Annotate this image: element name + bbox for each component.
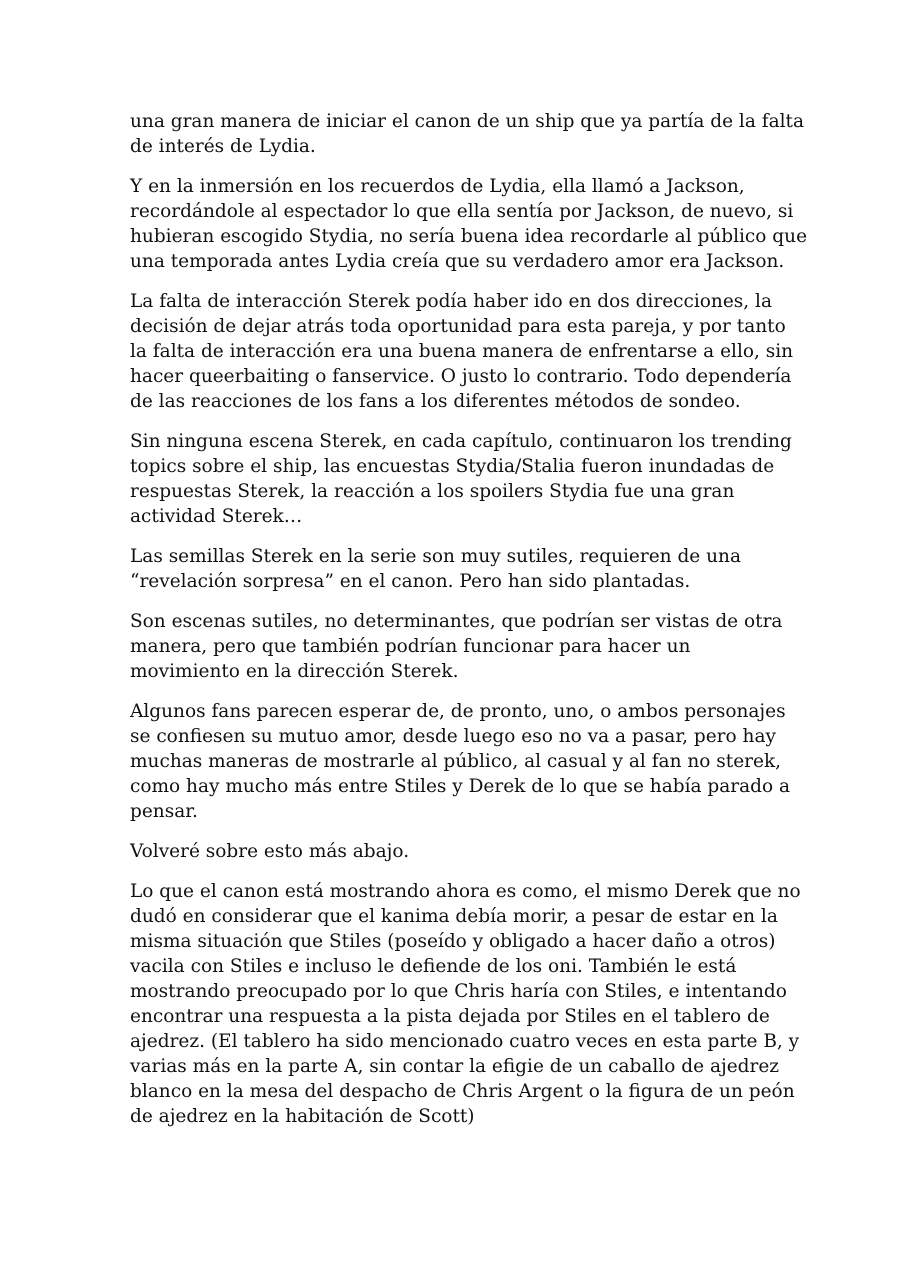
paragraph	[130, 699, 791, 824]
paragraph	[130, 429, 792, 529]
text-line: misma situación que Stiles (poseído y obligado a hacer daño a otros)	[130, 931, 776, 952]
paragraph	[130, 609, 783, 684]
text-line: vacila con Stiles e incluso le defiende de los oni. También le está	[130, 956, 737, 977]
text-line: Volveré sobre esto más abajo.	[130, 841, 410, 862]
text-line: Las semillas Sterek en la serie son muy sutiles, requieren de una	[130, 546, 741, 567]
text-line: ajedrez. (El tablero ha sido mencionado cuatro veces en esta parte B, y	[130, 1031, 800, 1052]
text-line: de ajedrez en la habitación de Scott)	[130, 1106, 475, 1127]
text-line: mostrando preocupado por lo que Chris haría con Stiles, e intentando	[130, 981, 787, 1002]
text-line: “revelación sorpresa” en el canon. Pero han sido plantadas.	[130, 571, 691, 592]
paragraph	[130, 289, 794, 414]
text-line: la falta de interacción era una buena manera de enfrentarse a ello, sin	[130, 341, 794, 362]
text-line: Algunos fans parecen esperar de, de pronto, uno, o ambos personajes	[130, 701, 786, 722]
text-line: de las reacciones de los fans a los diferentes métodos de sondeo.	[130, 391, 741, 412]
text-line: actividad Sterek…	[130, 506, 303, 527]
text-line: Lo que el canon está mostrando ahora es como, el mismo Derek que no	[130, 881, 801, 902]
text-line: Son escenas sutiles, no determinantes, que podrían ser vistas de otra	[130, 611, 783, 632]
text-line: varias más en la parte A, sin contar la efigie de un caballo de ajedrez	[130, 1056, 780, 1077]
text-line: dudó en considerar que el kanima debía morir, a pesar de estar en la	[130, 906, 778, 927]
text-line: topics sobre el ship, las encuestas Stydia/Stalia fueron inundadas de	[130, 456, 775, 477]
text-line: La falta de interacción Sterek podía haber ido en dos direcciones, la	[130, 291, 772, 312]
text-line: una gran manera de iniciar el canon de un ship que ya partía de la falta	[130, 111, 804, 132]
paragraph	[130, 544, 780, 594]
paragraph	[130, 879, 801, 1129]
text-line: respuestas Sterek, la reacción a los spoilers Stydia fue una gran	[130, 481, 735, 502]
text-line: recordándole al espectador lo que ella sentía por Jackson, de nuevo, si	[130, 201, 794, 222]
text-line: manera, pero que también podrían funcionar para hacer un	[130, 636, 691, 657]
text-line: hacer queerbaiting o fanservice. O justo lo contrario. Todo dependería	[130, 366, 792, 387]
text-line: pensar.	[130, 801, 198, 822]
text-line: se confiesen su mutuo amor, desde luego eso no va a pasar, pero hay	[130, 726, 776, 747]
text-line: una temporada antes Lydia creía que su verdadero amor era Jackson.	[130, 251, 785, 272]
paragraph	[130, 174, 808, 274]
text-line: como hay mucho más entre Stiles y Derek de lo que se había parado a	[130, 776, 791, 797]
paragraph	[130, 839, 780, 864]
document-body	[130, 109, 808, 1144]
text-line: encontrar una respuesta a la pista dejada por Stiles en el tablero de	[130, 1006, 770, 1027]
text-line: decisión de dejar atrás toda oportunidad para esta pareja, y por tanto	[130, 316, 786, 337]
paragraph	[130, 109, 804, 159]
text-line: Y en la inmersión en los recuerdos de Lydia, ella llamó a Jackson,	[130, 176, 745, 197]
text-line: blanco en la mesa del despacho de Chris Argent o la figura de un peón	[130, 1081, 795, 1102]
text-line: muchas maneras de mostrarle al público, al casual y al fan no sterek,	[130, 751, 782, 772]
text-line: Sin ninguna escena Sterek, en cada capítulo, continuaron los trending	[130, 431, 792, 452]
text-line: de interés de Lydia.	[130, 136, 316, 157]
text-line: hubieran escogido Stydia, no sería buena idea recordarle al público que	[130, 226, 808, 247]
text-line: movimiento en la dirección Sterek.	[130, 661, 459, 682]
